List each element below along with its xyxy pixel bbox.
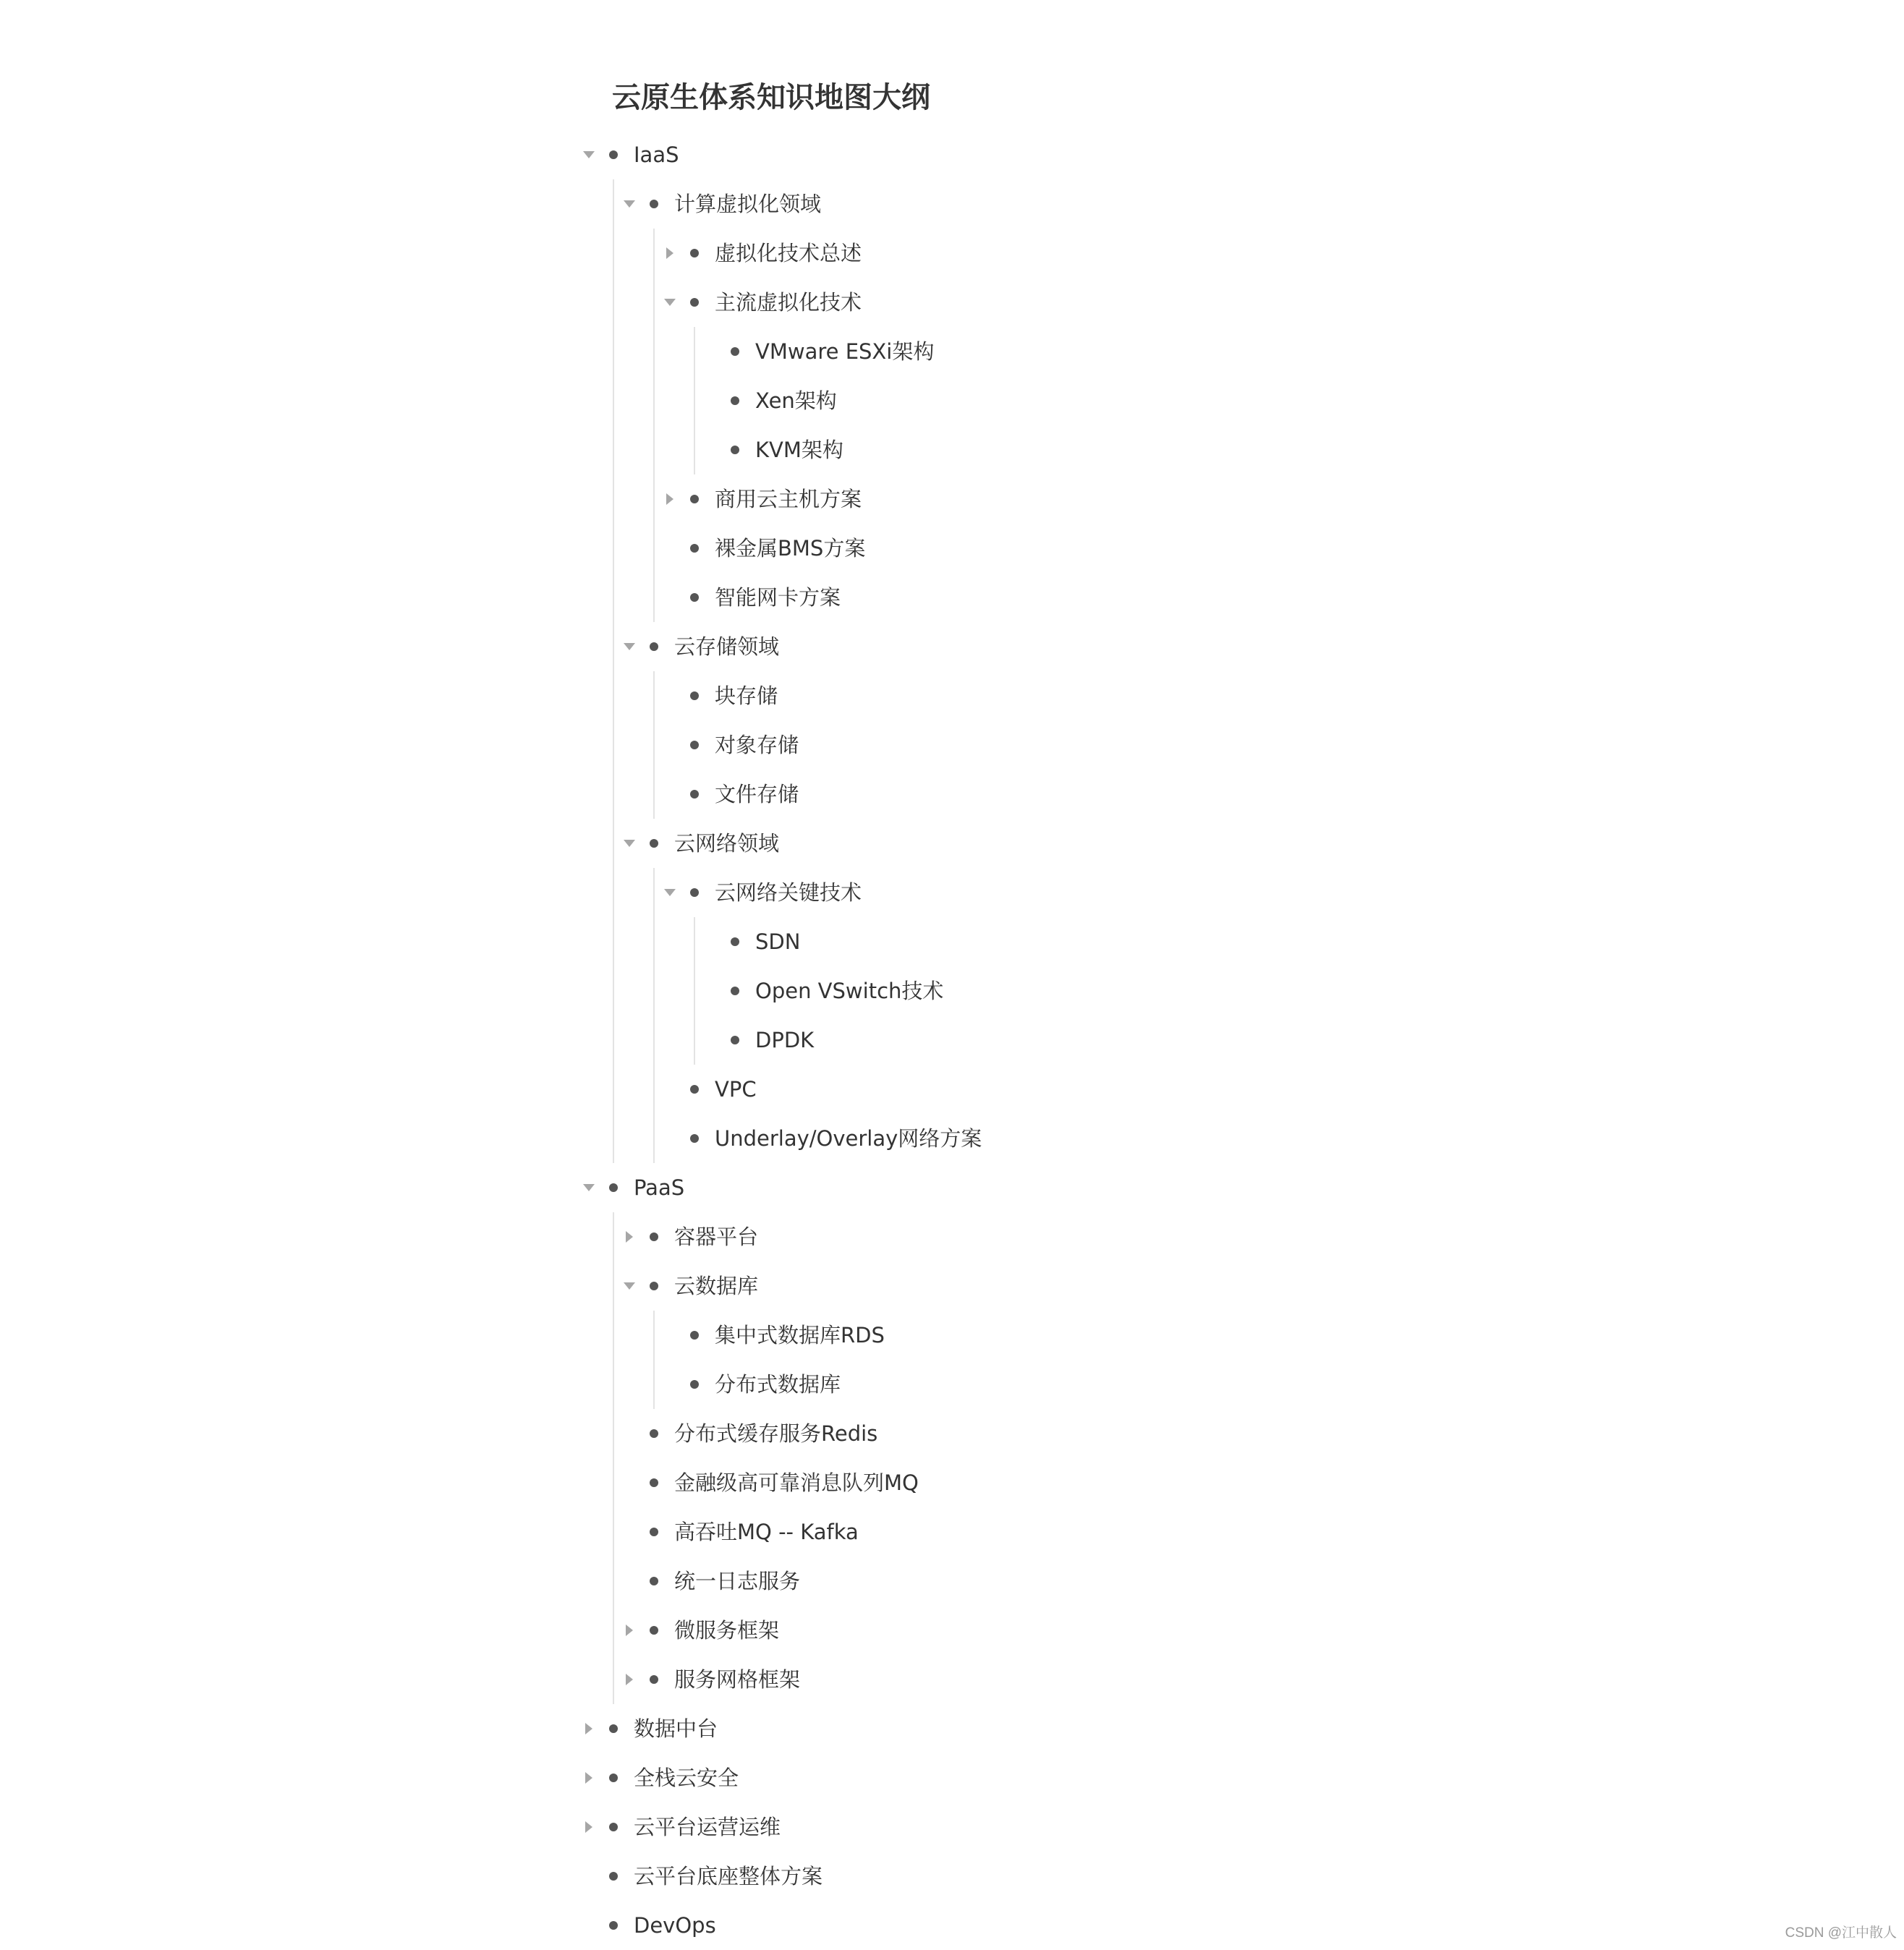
outline-item-label[interactable]: 高吞吐MQ -- Kafka: [674, 1520, 859, 1544]
bullet-icon[interactable]: [609, 1823, 618, 1831]
outline-item-label[interactable]: 云平台底座整体方案: [634, 1864, 823, 1889]
outline-item-label[interactable]: 云数据库: [674, 1274, 759, 1298]
outline-item[interactable]: [0, 966, 1447, 1016]
outline-item[interactable]: [0, 524, 1447, 573]
outline-item-label[interactable]: 云网络关键技术: [715, 880, 862, 905]
page-title: 云原生体系知识地图大纲: [612, 81, 930, 114]
outline-item[interactable]: [0, 720, 1447, 770]
outline-item[interactable]: [0, 1016, 1447, 1065]
outline-item-label[interactable]: 微服务框架: [674, 1618, 780, 1643]
collapse-arrow-icon[interactable]: [661, 294, 679, 311]
outline-item-label[interactable]: Open VSwitch技术: [755, 979, 944, 1003]
outline-item-label[interactable]: PaaS: [634, 1175, 685, 1200]
bullet-icon[interactable]: [690, 741, 699, 749]
outline-item-label[interactable]: 主流虚拟化技术: [715, 290, 862, 315]
outline-item-label[interactable]: 金融级高可靠消息队列MQ: [674, 1470, 919, 1495]
collapse-arrow-icon[interactable]: [621, 195, 638, 213]
bullet-icon[interactable]: [650, 1429, 658, 1438]
outline-item[interactable]: [0, 474, 1447, 524]
bullet-icon[interactable]: [609, 1872, 618, 1881]
bullet-icon[interactable]: [690, 1134, 699, 1143]
bullet-icon[interactable]: [690, 495, 699, 503]
bullet-icon[interactable]: [609, 1183, 618, 1192]
outline-item-label[interactable]: 商用云主机方案: [715, 487, 862, 511]
expand-arrow-icon[interactable]: [621, 1671, 638, 1688]
outline-item-label[interactable]: 智能网卡方案: [715, 585, 841, 610]
bullet-icon[interactable]: [731, 987, 739, 995]
bullet-icon[interactable]: [690, 298, 699, 307]
outline-item[interactable]: [0, 917, 1447, 966]
outline-item[interactable]: [0, 1753, 1447, 1802]
bullet-icon[interactable]: [690, 790, 699, 799]
bullet-icon[interactable]: [650, 1478, 658, 1487]
outline-item[interactable]: [0, 1261, 1447, 1311]
bullet-icon[interactable]: [609, 1921, 618, 1930]
outline-item-label[interactable]: DPDK: [755, 1028, 815, 1052]
bullet-icon[interactable]: [731, 446, 739, 454]
bullet-icon[interactable]: [690, 544, 699, 553]
bullet-icon[interactable]: [650, 200, 658, 208]
collapse-arrow-icon[interactable]: [580, 1179, 598, 1196]
outline-item[interactable]: [0, 1311, 1447, 1360]
bullet-icon[interactable]: [690, 593, 699, 602]
outline-item[interactable]: [0, 376, 1447, 425]
outline-item[interactable]: [0, 278, 1447, 327]
outline-item[interactable]: [0, 1557, 1447, 1606]
outline-item-label[interactable]: SDN: [755, 929, 801, 954]
outline-item[interactable]: [0, 179, 1447, 229]
bullet-icon[interactable]: [690, 1331, 699, 1340]
collapse-arrow-icon[interactable]: [621, 1277, 638, 1295]
bullet-icon[interactable]: [731, 396, 739, 405]
indent-guide-line: [653, 1311, 655, 1409]
bullet-icon[interactable]: [650, 1232, 658, 1241]
outline-item[interactable]: [0, 1901, 1447, 1950]
outline-item[interactable]: [0, 1409, 1447, 1458]
indent-guide-line: [653, 671, 655, 819]
outline-item-label[interactable]: 计算虚拟化领域: [674, 192, 822, 216]
expand-arrow-icon[interactable]: [580, 1818, 598, 1836]
outline-item-label[interactable]: 集中式数据库RDS: [715, 1323, 885, 1347]
outline-item-label[interactable]: 裸金属BMS方案: [715, 536, 866, 561]
outline-item-label[interactable]: 云网络领域: [674, 831, 780, 856]
outline-item[interactable]: [0, 622, 1447, 671]
bullet-icon[interactable]: [731, 347, 739, 356]
outline-item[interactable]: [0, 1163, 1447, 1212]
outline-item-label[interactable]: 统一日志服务: [674, 1569, 801, 1593]
outline-item-label[interactable]: 块存储: [715, 684, 778, 708]
outline-item[interactable]: [0, 1655, 1447, 1704]
bullet-icon[interactable]: [609, 150, 618, 159]
bullet-icon[interactable]: [731, 937, 739, 946]
expand-arrow-icon[interactable]: [621, 1228, 638, 1246]
bullet-icon[interactable]: [650, 642, 658, 651]
outline-item-label[interactable]: 虚拟化技术总述: [715, 241, 862, 265]
bullet-icon[interactable]: [690, 1380, 699, 1389]
outline-item-label[interactable]: IaaS: [634, 142, 679, 167]
outline-item[interactable]: [0, 1360, 1447, 1409]
outline-item[interactable]: [0, 770, 1447, 819]
bullet-icon[interactable]: [650, 1577, 658, 1585]
bullet-icon[interactable]: [650, 1528, 658, 1536]
outline-item-label[interactable]: VMware ESXi架构: [755, 339, 935, 364]
outline-item[interactable]: [0, 425, 1447, 474]
outline-item[interactable]: [0, 229, 1447, 278]
outline-item-label[interactable]: 分布式数据库: [715, 1372, 841, 1397]
outline-item-label[interactable]: 云存储领域: [674, 634, 780, 659]
expand-arrow-icon[interactable]: [661, 244, 679, 262]
indent-guide-line: [653, 868, 655, 1163]
expand-arrow-icon[interactable]: [661, 490, 679, 508]
outline-item[interactable]: [0, 1606, 1447, 1655]
watermark: CSDN @江中散人: [1785, 1925, 1897, 1941]
outline-item[interactable]: [0, 1458, 1447, 1507]
indent-guide-line: [613, 179, 614, 1163]
bullet-icon[interactable]: [690, 249, 699, 257]
outline-item-label[interactable]: KVM架构: [755, 438, 843, 462]
outline-item-label[interactable]: 容器平台: [674, 1225, 759, 1249]
outline-item[interactable]: [0, 1114, 1447, 1163]
indent-guide-line: [613, 1212, 614, 1704]
outline-item[interactable]: [0, 130, 1447, 179]
outline-item[interactable]: [0, 1507, 1447, 1557]
bullet-icon[interactable]: [650, 1282, 658, 1290]
outline-item-label[interactable]: 数据中台: [634, 1716, 718, 1741]
outline-item-label[interactable]: Underlay/Overlay网络方案: [715, 1126, 982, 1151]
indent-guide-line: [694, 917, 695, 1065]
outline-item[interactable]: [0, 868, 1447, 917]
bullet-icon[interactable]: [731, 1036, 739, 1044]
collapse-arrow-icon[interactable]: [661, 884, 679, 901]
outline-item[interactable]: [0, 1802, 1447, 1852]
outline-item[interactable]: [0, 1704, 1447, 1753]
outline-item-label[interactable]: 服务网格框架: [674, 1667, 801, 1692]
bullet-icon[interactable]: [650, 1675, 658, 1684]
outline-item[interactable]: [0, 819, 1447, 868]
bullet-icon[interactable]: [690, 1085, 699, 1094]
collapse-arrow-icon[interactable]: [580, 146, 598, 163]
outline-item[interactable]: [0, 327, 1447, 376]
outline-item[interactable]: [0, 1852, 1447, 1901]
bullet-icon[interactable]: [690, 691, 699, 700]
outline-item[interactable]: [0, 671, 1447, 720]
outline-item[interactable]: [0, 573, 1447, 622]
outline-item-label[interactable]: 对象存储: [715, 733, 799, 757]
outline-item-label[interactable]: Xen架构: [755, 388, 837, 413]
collapse-arrow-icon[interactable]: [621, 835, 638, 852]
expand-arrow-icon[interactable]: [580, 1720, 598, 1737]
bullet-icon[interactable]: [650, 1626, 658, 1635]
bullet-icon[interactable]: [690, 888, 699, 897]
collapse-arrow-icon[interactable]: [621, 638, 638, 655]
indent-guide-line: [694, 327, 695, 474]
outline-item-label[interactable]: 分布式缓存服务Redis: [674, 1421, 878, 1446]
expand-arrow-icon[interactable]: [580, 1769, 598, 1787]
outline-item[interactable]: [0, 1065, 1447, 1114]
outline-item-label[interactable]: DevOps: [634, 1913, 716, 1938]
indent-guide-line: [653, 229, 655, 622]
outline-item[interactable]: [0, 1212, 1447, 1261]
bullet-icon[interactable]: [650, 839, 658, 848]
outline-item-label[interactable]: 全栈云安全: [634, 1766, 739, 1790]
outline-item-label[interactable]: 文件存储: [715, 782, 799, 806]
outline-item-label[interactable]: VPC: [715, 1077, 757, 1102]
bullet-icon[interactable]: [609, 1774, 618, 1782]
bullet-icon[interactable]: [609, 1724, 618, 1733]
outline-item-label[interactable]: 云平台运营运维: [634, 1815, 781, 1839]
expand-arrow-icon[interactable]: [621, 1622, 638, 1639]
